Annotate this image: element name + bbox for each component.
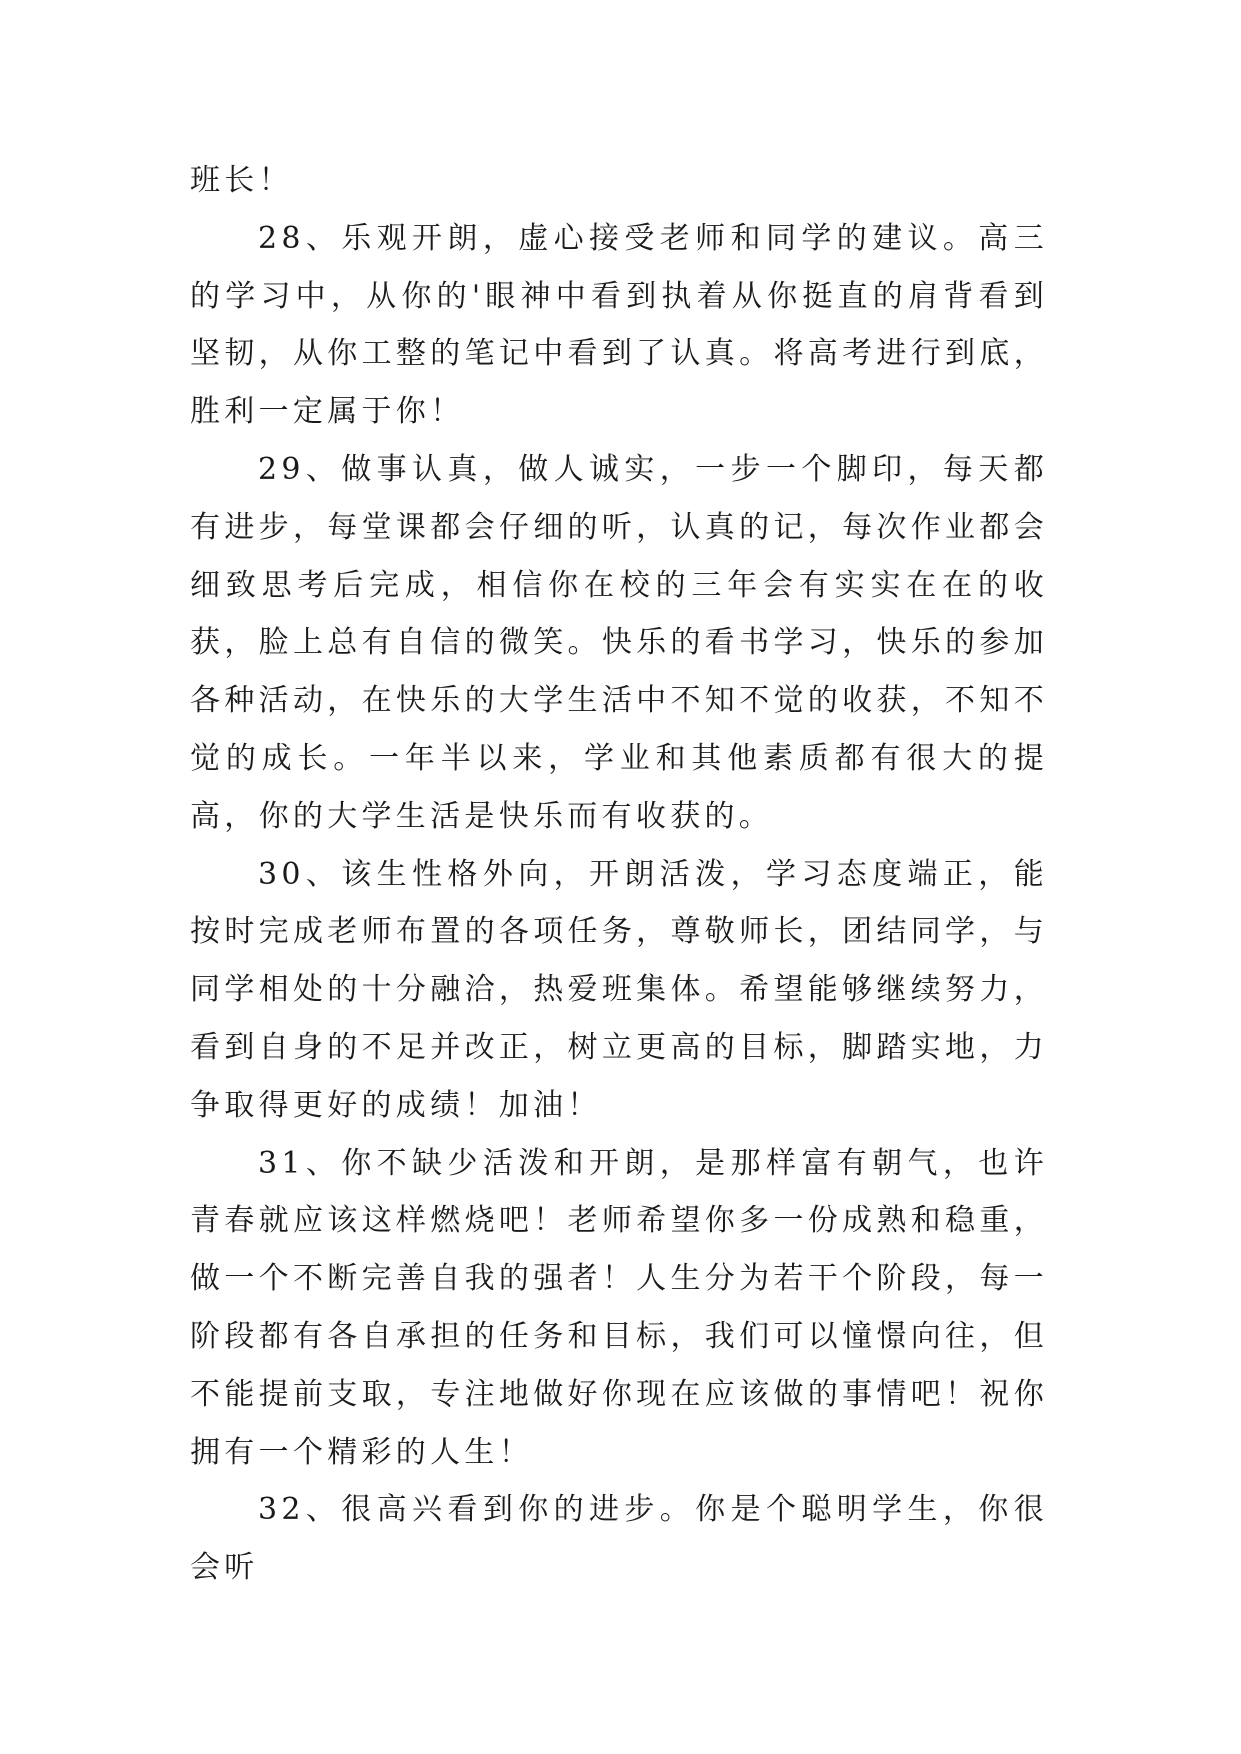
paragraph-31: 31、你不缺少活泼和开朗，是那样富有朝气，也许青春就应该这样燃烧吧！老师希望你多一份成熟和稳重，做一个不断完善自我的强者！人生分为若干个阶段，每一阶段都有各自承担的任务和目标，我们可以憧憬向往，但不能提前支取，专注地做好你现在应该做的事情吧！祝你拥有一个精彩的人生！ — [190, 1145, 1048, 1470]
paragraph-30: 30、该生性格外向，开朗活泼，学习态度端正，能按时完成老师布置的各项任务，尊敬师长，团结同学，与同学相处的十分融洽，热爱班集体。希望能够继续努力，看到自身的不足并改正，树立更高的目标，脚踏实地，力争取得更好的成绩！加油！ — [190, 856, 1048, 1123]
paragraph-continuation: 班长！ — [190, 163, 293, 198]
paragraph-28: 28、乐观开朗，虚心接受老师和同学的建议。高三的学习中，从你的'眼神中看到执着从你挺直的肩背看到坚韧，从你工整的笔记中看到了认真。将高考进行到底，胜利一定属于你！ — [190, 220, 1048, 430]
document-body — [190, 152, 1048, 1597]
paragraph-29: 29、做事认真，做人诚实，一步一个脚印，每天都有进步，每堂课都会仔细的听，认真的记，每次作业都会细致思考后完成，相信你在校的三年会有实实在在的收获，脸上总有自信的微笑。快乐的看书学习，快乐的参加各种活动，在快乐的大学生活中不知不觉的收获，不知不觉的成长。一年半以来，学业和其他素质都有很大的提高，你的大学生活是快乐而有收获的。 — [190, 451, 1048, 834]
paragraph-32: 32、很高兴看到你的进步。你是个聪明学生，你很会听 — [190, 1492, 1048, 1586]
